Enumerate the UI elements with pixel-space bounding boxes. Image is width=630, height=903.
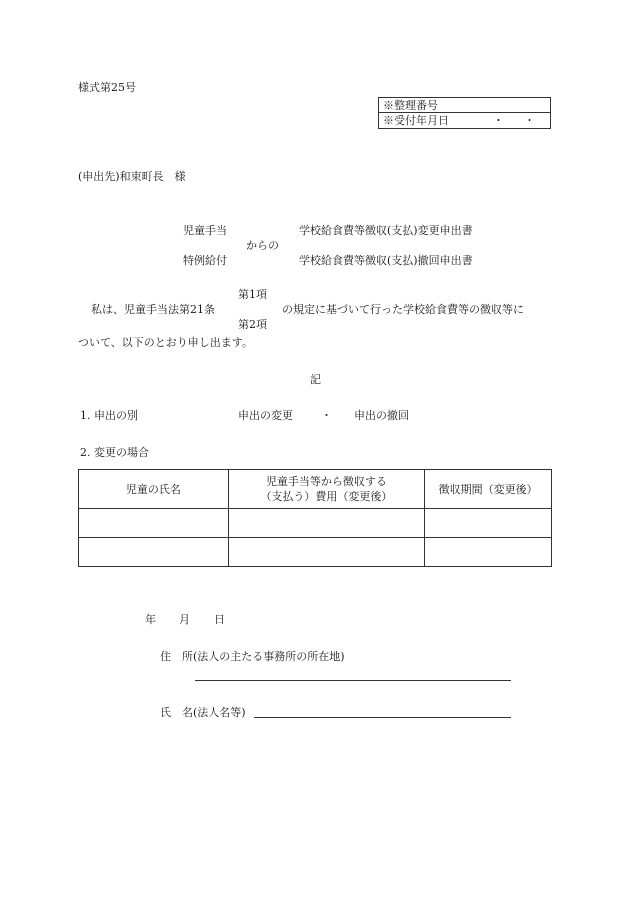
body-line1-suffix: の規定に基づいて行った学校給食費等の徴収等に	[282, 303, 524, 316]
receipt-date-label: ※受付年月日	[383, 114, 449, 127]
body-line2: ついて、以下のとおり申し出ます。	[78, 336, 253, 349]
header-fee-line1: 児童手当等から徴収する	[265, 475, 387, 488]
form-number: 様式第25号	[78, 81, 136, 94]
section2-label: 2. 変更の場合	[80, 446, 149, 459]
header-fee-line2: （支払う）費用（変更後）	[260, 490, 393, 503]
body-item1: 第1項	[238, 288, 267, 301]
title-left-top: 児童手当	[183, 224, 227, 237]
table-cell[interactable]	[228, 509, 425, 538]
name-line[interactable]	[254, 717, 511, 718]
header-period: 徴収期間（変更後）	[425, 470, 552, 509]
date-day: 日	[214, 613, 225, 626]
control-number-row	[379, 98, 550, 113]
table-cell[interactable]	[79, 538, 229, 567]
table-row	[79, 509, 552, 538]
table-cell[interactable]	[425, 538, 552, 567]
receipt-date-row	[379, 113, 550, 128]
name-label: 氏 名(法人名等)	[160, 706, 246, 719]
option-withdraw: 申出の撤回	[354, 409, 409, 422]
date-separator-dot: ・	[493, 114, 504, 127]
table-cell[interactable]	[79, 509, 229, 538]
table-header-row	[79, 470, 552, 509]
option-change: 申出の変更	[238, 409, 293, 422]
date-month: 月	[179, 613, 190, 626]
change-table	[78, 469, 552, 567]
control-number-label: ※整理番号	[383, 99, 438, 112]
body-line1-prefix: 私は、児童手当法第21条	[91, 303, 215, 316]
table-cell[interactable]	[425, 509, 552, 538]
title-right-bottom: 学校給食費等徴収(支払)撤回申出書	[299, 254, 473, 267]
addressee: (申出先)和束町長 様	[78, 170, 186, 183]
date-year: 年	[145, 613, 156, 626]
body-item2: 第2項	[238, 318, 267, 331]
ki-heading: 記	[310, 373, 321, 386]
address-label: 住 所(法人の主たる事務所の所在地)	[160, 650, 345, 663]
header-child-name: 児童の氏名	[79, 470, 229, 509]
address-line[interactable]	[195, 680, 511, 681]
title-middle: からの	[246, 239, 279, 252]
section1-label: 1. 申出の別	[80, 409, 138, 422]
title-right-top: 学校給食費等徴収(支払)変更申出書	[299, 224, 473, 237]
header-fee	[228, 470, 425, 509]
table-cell[interactable]	[228, 538, 425, 567]
table-row	[79, 538, 552, 567]
control-number-box	[378, 97, 551, 129]
date-separator-dot: ・	[524, 114, 535, 127]
option-separator: ・	[321, 409, 332, 422]
title-left-bottom: 特例給付	[183, 254, 227, 267]
